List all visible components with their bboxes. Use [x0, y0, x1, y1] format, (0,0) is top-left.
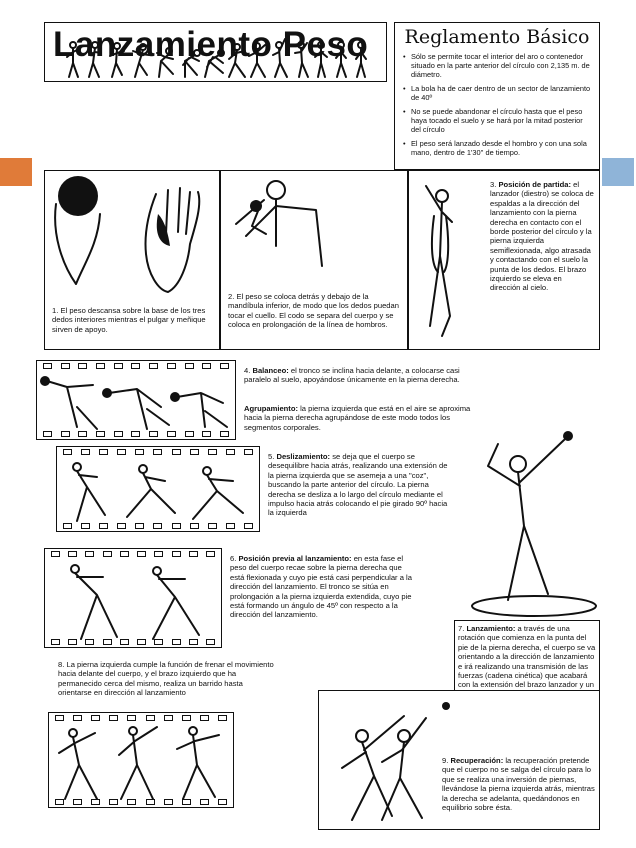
- step-9-text: 9. Recuperación: la recuperación pretende que el cuerpo no se salga del círculo para lo que se realiza una inversión de piernas, llevándose la pierna izquierda atrás, mientras la derecha se adelanta, quedándonos en equilibrio sobre ésta.: [442, 756, 595, 813]
- throwing-figure-illustration: [454, 430, 604, 620]
- step-8-text: 8. La pierna izquierda cumple la función de frenar el movimiento hacia delante del cuerpo, y el brazo izquierdo que ha permanecido cerca del mismo, realiza un barrido hasta orientarse en dirección al lanzamiento: [58, 660, 274, 698]
- step-2-text: 2. El peso se coloca detrás y debajo de la mandíbula inferior, de modo que los dedos puedan tocar el cuello. El codo se separa del cuerpo y se coloca en prolongación de la línea de hombros.: [228, 292, 399, 330]
- step-3-text: 3. Posición de partida: el lanzador (diestro) se coloca de espaldas a la dirección del lanzamiento con la pierna derecha en contacto con el borde posterior del círculo y la pierna izquierda semiflexionada, algo atrasada y contactando con el suelo la punta de los dedos. El brazo izquierdo se eleva en dirección al cielo.: [490, 180, 594, 293]
- title-box: [44, 22, 387, 82]
- rule-item: • No se puede abandonar el círculo hasta que el peso haya tocado el suelo y se hará por la mitad posterior del círculo: [403, 107, 593, 134]
- shot-at-neck-illustration: [226, 176, 406, 286]
- rules-box: [394, 22, 600, 170]
- page-title: Lanzamiento Peso: [53, 25, 369, 64]
- step-5-filmstrip: [56, 446, 260, 532]
- step-4-filmstrip: [36, 360, 236, 440]
- rule-item: • La bola ha de caer dentro de un sector de lanzamiento de 40º: [403, 84, 593, 102]
- decorative-square-right: [602, 158, 634, 186]
- step-1-text: 1. El peso descansa sobre la base de los tres dedos interiores mientras el pulgar y meñique sirven de apoyo.: [52, 306, 206, 334]
- recovery-illustration: [322, 696, 442, 826]
- step-4b-text: Agrupamiento: la pierna izquierda que está en el aire se aproxima hacia la pierna derecha agrupándose de este modo todos los segmentos corporales.: [244, 404, 471, 432]
- rules-list: [403, 52, 593, 157]
- step-8-filmstrip: [48, 712, 234, 808]
- step-7-text: 7. Lanzamiento: a través de una rotación que comienza en la punta del pie de la pierna derecha, el cuerpo se va orientando a la dirección de lanzamiento e irá realizando una transmisión de las fuerzas (cadena cinética) que acabará con la extensión del brazo lanzador y un: [458, 624, 596, 690]
- starting-position-illustration: [412, 176, 492, 346]
- step-4-text: 4. Balanceo: el tronco se inclina hacia delante, a colocarse casi paralelo al suelo, apoyándose únicamente en la pierna derecha.: [244, 366, 460, 385]
- step-5-text: 5. Deslizamiento: se deja que el cuerpo se desequilibre hacia atrás, realizando una extensión de la pierna izquierda que se asemeja a una "coz", buscando la parte anterior del círculo. La pierna derecha se desliza a lo largo del círculo mediante el impulso hacia atrás colocando el pie girado 90º hacia la izquierda: [268, 452, 448, 518]
- rule-item: • Sólo se permite tocar el interior del aro o contenedor situado en la parte anterior del círculo con 2,135 m. de diámetro.: [403, 52, 593, 79]
- step-6-filmstrip: [44, 548, 222, 648]
- rules-heading: Reglamento Básico: [404, 26, 590, 48]
- step-6-text: 6. Posición previa al lanzamiento: en esta fase el peso del cuerpo recae sobre la pierna derecha que está flexionada y cuyo pie está casi perpendicular a la dirección del lanzamiento. El tronco se sitúa en prolongación a la pierna izquierda extendida, cuyo pie está formando un ángulo de 45º con respecto a la dirección del lanzamiento.: [230, 554, 412, 620]
- decorative-square-left: [0, 158, 32, 186]
- athlete-sequence-illustration: [53, 41, 383, 81]
- rule-item: • El peso será lanzado desde el hombro y con una sola mano, dentro de 1'30'' de tiempo.: [403, 139, 593, 157]
- hand-holding-shot-illustration: [48, 174, 218, 294]
